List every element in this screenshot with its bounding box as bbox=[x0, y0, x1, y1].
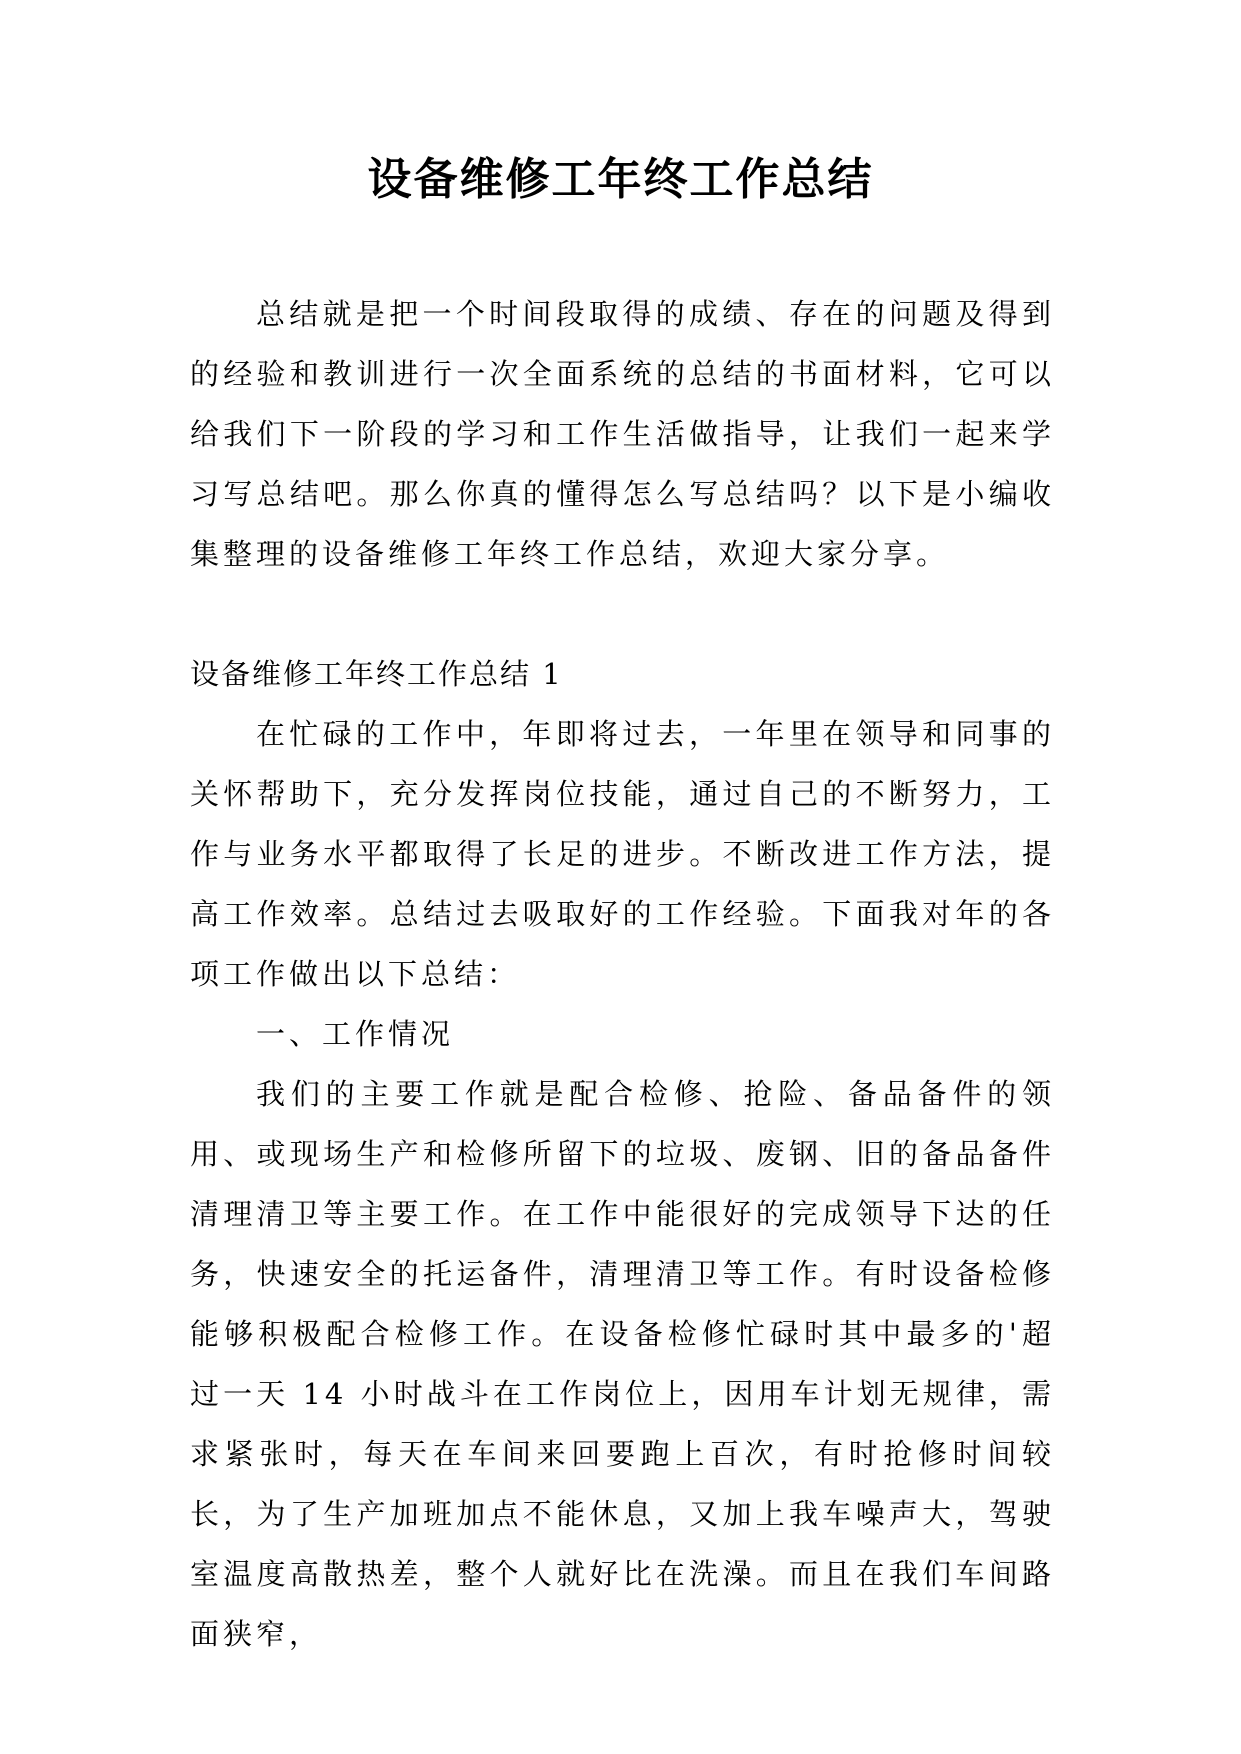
document-title: 设备维修工年终工作总结 bbox=[367, 154, 874, 205]
body-paragraph-1: 在忙碌的工作中，年即将过去，一年里在领导和同事的关怀帮助下，充分发挥岗位技能，通过自己的不断努力，工作与业务水平都取得了长足的进步。不断改进工作方法，提高工作效率。总结过去吸取好的工作经验。下面我对年的各项工作做出以下总结： bbox=[190, 717, 1055, 991]
document-body bbox=[190, 284, 1055, 1664]
intro-paragraph: 总结就是把一个时间段取得的成绩、存在的问题及得到的经验和教训进行一次全面系统的总结的书面材料，它可以给我们下一阶段的学习和工作生活做指导，让我们一起来学习写总结吧。那么你真的懂得怎么写总结吗？以下是小编收集整理的设备维修工年终工作总结，欢迎大家分享。 bbox=[190, 297, 1055, 571]
subheading-work-situation: 一、工作情况 bbox=[256, 1017, 455, 1051]
section-heading: 设备维修工年终工作总结 1 bbox=[190, 657, 563, 691]
body-paragraph-2: 我们的主要工作就是配合检修、抢险、备品备件的领用、或现场生产和检修所留下的垃圾、废钢、旧的备品备件清理清卫等主要工作。在工作中能很好的完成领导下达的任务，快速安全的托运备件，清理清卫等工作。有时设备检修能够积极配合检修工作。在设备检修忙碌时其中最多的'超过一天 14 小时战斗在工作岗位上，因用车计划无规律，需求紧张时，每天在车间来回要跑上百次，有时抢修时间较长，为了生产加班加点不能休息，又加上我车噪声大，驾驶室温度高散热差，整个人就好比在洗澡。而且在我们车间路面狭窄， bbox=[190, 1077, 1055, 1651]
